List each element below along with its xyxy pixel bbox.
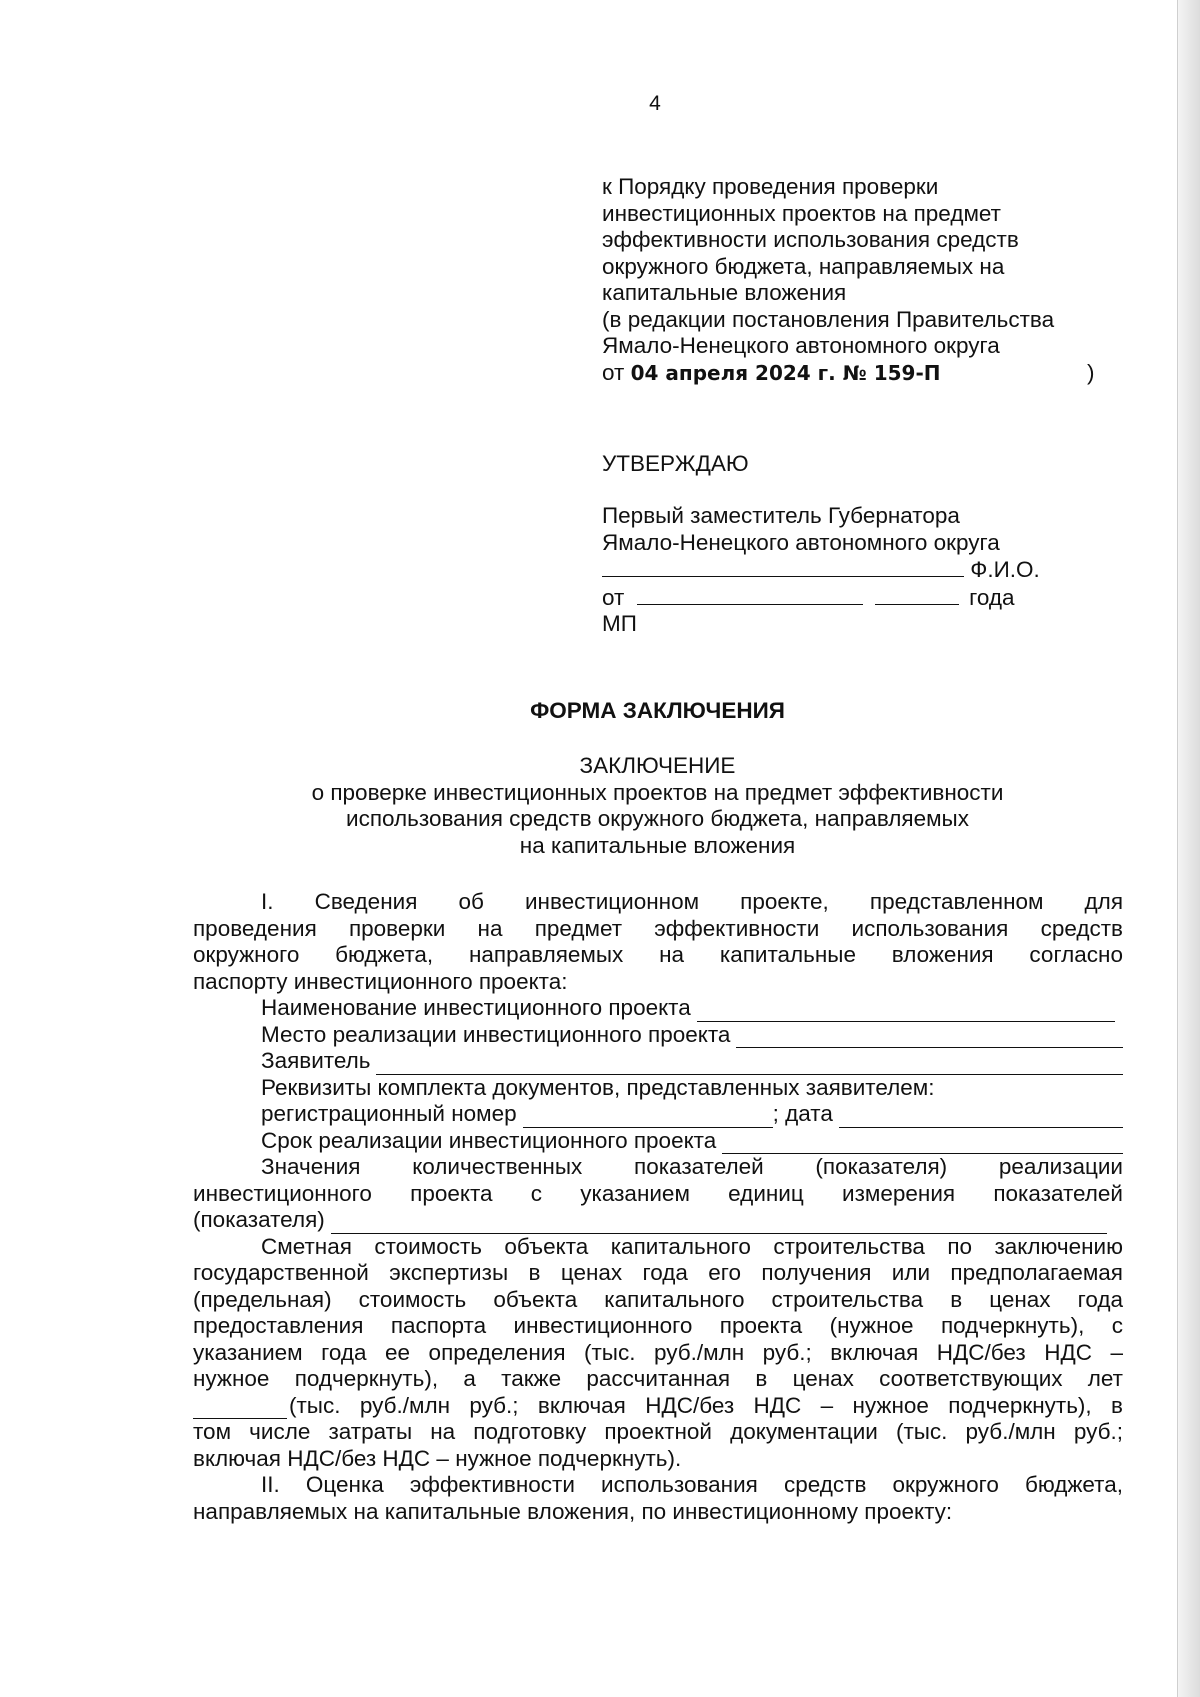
cost-line: Сметная стоимость объекта капитального строительства по заключению xyxy=(261,1233,1123,1259)
reference-date xyxy=(602,360,1122,387)
field-term-blank xyxy=(722,1133,1123,1154)
conclusion-subtitle-line: использования средств окружного бюджета, направляемых xyxy=(346,806,969,831)
cost-last: включая НДС/без НДС – нужное подчеркнуть). xyxy=(193,1445,682,1471)
field-project-name-blank xyxy=(697,1001,1115,1022)
reference-line: окружного бюджета, направляемых на xyxy=(602,253,1005,279)
cost-blank xyxy=(193,1398,287,1419)
reference-line: (в редакции постановления Правительства xyxy=(602,306,1055,332)
section1-intro-line: паспорту инвестиционного проекта: xyxy=(193,968,568,994)
field-applicant-label: Заявитель xyxy=(261,1048,371,1073)
approval-title: УТВЕРЖДАЮ xyxy=(602,451,749,476)
reference-line: капитальные вложения xyxy=(602,280,847,305)
section2-line: направляемых на капитальные вложения, по инвестиционному проекту: xyxy=(193,1498,953,1524)
field-project-place xyxy=(193,1022,1123,1049)
reference-line: Ямало-Ненецкого автономного округа xyxy=(602,333,1000,358)
form-title: ФОРМА ЗАКЛЮЧЕНИЯ xyxy=(530,698,785,723)
indicators-blank xyxy=(331,1213,1107,1234)
field-project-place-label: Место реализации инвестиционного проекта xyxy=(261,1021,731,1047)
conclusion-heading xyxy=(190,753,1125,859)
section2-line: II. Оценка эффективности использования средств окружного бюджета, xyxy=(261,1472,1123,1497)
reference-date-suffix: ) xyxy=(1087,359,1095,385)
indicators-blank-row xyxy=(193,1207,1123,1234)
approval-date-blank xyxy=(637,584,863,605)
approval-date-suffix: года xyxy=(969,584,1015,610)
section1-intro-line: проведения проверки на предмет эффективности использования средств xyxy=(193,915,1123,941)
field-date-blank xyxy=(839,1107,1123,1128)
approval-date-prefix: от xyxy=(602,584,625,610)
reference-line: к Порядку проведения проверки xyxy=(602,174,939,199)
indicators-last: (показателя) xyxy=(193,1207,325,1232)
field-term-label: Срок реализации инвестиционного проекта xyxy=(261,1127,717,1153)
approval-fio-row xyxy=(602,556,1122,584)
reference-date-value: 04 апреля 2024 г. № 159-П xyxy=(630,360,941,385)
field-date-label: ; дата xyxy=(772,1101,833,1126)
field-applicant xyxy=(193,1048,1123,1075)
field-term xyxy=(193,1128,1123,1155)
approval-seal: МП xyxy=(602,611,637,636)
field-project-name-label: Наименование инвестиционного проекта xyxy=(261,995,691,1020)
cost-line: указанием года ее определения (тыс. руб./млн руб.; включая НДС/без НДС – xyxy=(193,1339,1123,1365)
conclusion-subtitle-line: на капитальные вложения xyxy=(519,832,796,858)
section1-intro-line: I. Сведения об инвестиционном проекте, представленном для xyxy=(261,889,1123,914)
cost-blank-text: (тыс. руб./млн руб.; включая НДС/без НДС – нужное подчеркнуть), в xyxy=(289,1392,1123,1418)
field-regnum-blank xyxy=(523,1107,773,1128)
reference-line: инвестиционных проектов на предмет xyxy=(602,200,1001,226)
field-project-place-blank xyxy=(736,1027,1123,1048)
approval-position-line: Ямало-Ненецкого автономного округа xyxy=(602,529,1000,555)
signature-line xyxy=(602,556,964,577)
approval-fio-label: Ф.И.О. xyxy=(970,557,1040,582)
cost-blank-row xyxy=(193,1393,1123,1420)
approval-block xyxy=(602,503,1122,638)
field-regnum-row xyxy=(193,1101,1123,1128)
approval-year-blank xyxy=(875,584,959,605)
cost-line: предоставления паспорта инвестиционного проекта (нужное подчеркнуть), с xyxy=(193,1313,1123,1338)
cost-line: нужное подчеркнуть), а также рассчитанная в ценах соответствующих лет xyxy=(193,1366,1123,1391)
indicators-line: Значения количественных показателей (показателя) реализации xyxy=(261,1154,1123,1179)
cost-line: том числе затраты на подготовку проектной документации (тыс. руб./млн руб.; xyxy=(193,1419,1123,1444)
field-applicant-blank xyxy=(376,1054,1123,1075)
cost-line: государственной экспертизы в ценах года его получения или предполагаемая xyxy=(193,1260,1123,1285)
reference-date-prefix: от xyxy=(602,359,625,385)
reference-block xyxy=(602,174,1122,386)
field-docs-label: Реквизиты комплекта документов, представленных заявителем: xyxy=(261,1074,935,1100)
field-regnum-label: регистрационный номер xyxy=(261,1101,517,1126)
page-number: 4 xyxy=(649,92,661,115)
conclusion-title: ЗАКЛЮЧЕНИЕ xyxy=(579,753,736,778)
reference-line: эффективности использования средств xyxy=(602,227,1019,252)
page-edge xyxy=(1177,0,1200,1697)
field-project-name xyxy=(193,995,1123,1022)
cost-line: (предельная) стоимость объекта капитального строительства в ценах года xyxy=(193,1286,1123,1312)
section-1 xyxy=(193,889,1123,1525)
approval-date-row xyxy=(602,584,1122,612)
approval-position-line: Первый заместитель Губернатора xyxy=(602,503,960,528)
conclusion-subtitle-line: о проверке инвестиционных проектов на предмет эффективности xyxy=(311,779,1004,805)
section1-intro-line: окружного бюджета, направляемых на капитальные вложения согласно xyxy=(193,942,1123,967)
indicators-line: инвестиционного проекта с указанием единиц измерения показателей xyxy=(193,1180,1123,1206)
